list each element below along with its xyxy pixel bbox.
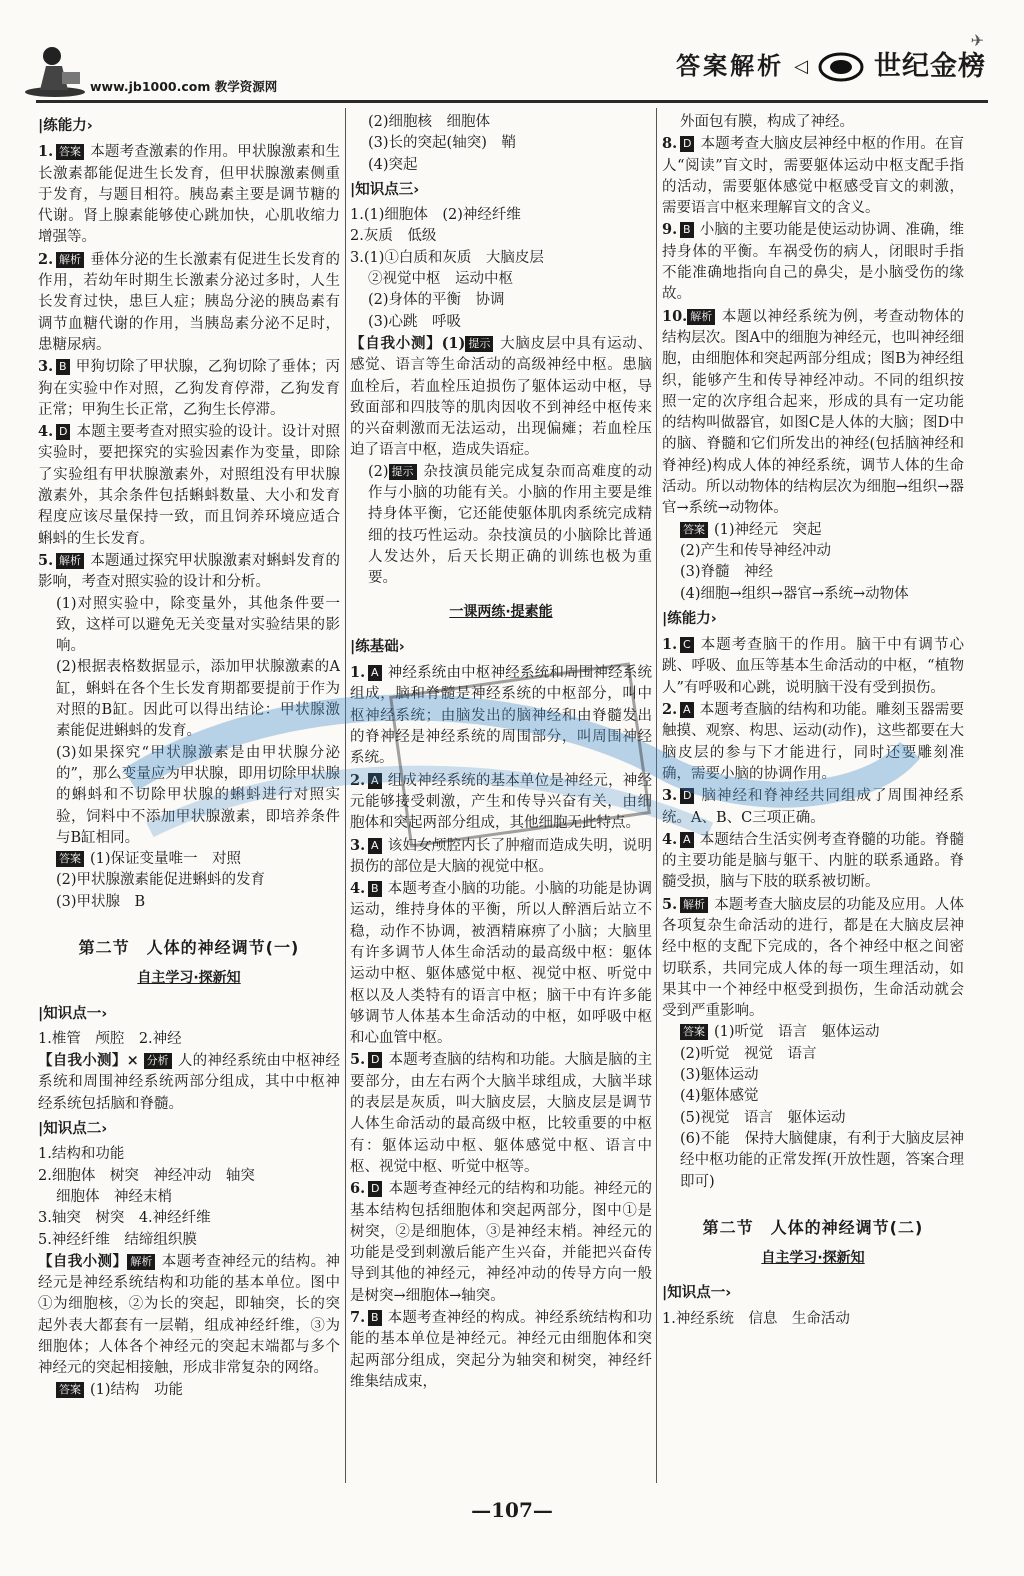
answer-line: 1.(1)细胞体 (2)神经纤维 (350, 207, 521, 224)
answer-line: 答案 (1)保证变量唯一 对照 (38, 849, 340, 870)
answer-line: (2)甲状腺激素能促进蝌蚪的发育 (56, 872, 266, 889)
answer-line: (3)脊髓 神经 (680, 564, 774, 581)
answer-detail: (2)根据表格数据显示，添加甲状腺激素的A缸，蝌蚪在各个生长发育期都要提前于作为对照的B缸。因此可以得出结论：甲状腺激素能促进蝌蚪的发育。 (56, 659, 340, 740)
answer-item: 3. A 该妇女颅腔内长了肿瘤而造成失明，说明损伤的部位是大脑的视觉中枢。 (350, 836, 652, 875)
knowledge-point-heading: |知识点三› (350, 181, 420, 198)
answer-line: 3.(1)①白质和灰质 大脑皮层 (350, 249, 544, 266)
knowledge-point-heading: |知识点二› (38, 1121, 108, 1138)
answer-line: (3)长的突起(轴突) 鞘 (368, 135, 516, 152)
column-right (662, 112, 964, 1330)
answer-line: 外面包有膜，构成了神经。 (680, 114, 854, 130)
bird-icon: ✈ (970, 31, 984, 50)
answer-line: (4)躯体感觉 (680, 1088, 759, 1105)
header-arrow-icon: ◁ (794, 56, 808, 78)
answer-item: 1. 答案 本题考查激素的作用。甲状腺激素和生长激素都能促进生长发育，但甲状腺激素侧重于发育，与题目相符。胰岛素主要是调节糖的代谢。肾上腺素能够使心跳加快，心肌收缩力增强等。 (38, 143, 340, 246)
answer-line: 答案 (1)听觉 语言 躯体运动 (662, 1022, 964, 1043)
answer-line: (2)细胞核 细胞体 (368, 114, 491, 130)
answer-line: (5)视觉 语言 躯体运动 (680, 1109, 846, 1126)
answer-line: 5.神经纤维 结缔组织膜 (38, 1231, 197, 1248)
mascot-logo-icon (22, 42, 88, 98)
answer-item: 6. D 本题考查神经元的结构和功能。神经元的基本结构包括细胞体和突起两部分，图中①是树突，②是细胞体，③是神经末梢。神经元的功能是受到刺激后能产生兴奋，并能把兴奋传导到其他的神经元，神经冲动的传导方向一般是树突→细胞体→轴突。 (350, 1180, 652, 1304)
page-header (0, 0, 1024, 104)
answer-item: 1. C 本题考查脑干的作用。脑干中有调节心跳、呼吸、血压等基本生命活动的中枢，“植物人”有呼吸和心跳，说明脑干没有受到损伤。 (662, 636, 964, 696)
answer-line: (4)细胞→组织→器官→系统→动物体 (680, 585, 909, 602)
answer-item: 3. B 甲狗切除了甲状腺，乙狗切除了垂体；丙狗在实验中作对照，乙狗发育停滞，乙狗发育正常；甲狗生长正常，乙狗生长停滞。 (38, 358, 340, 418)
answer-line: (3)心跳 呼吸 (368, 313, 462, 330)
answer-item: 4. A 本题结合生活实例考查脊髓的功能。脊髓的主要功能是脑与躯干、内脏的联系通路。脊髓受损，脑与下肢的联系被切断。 (662, 830, 964, 891)
section-title: 第二节 人体的神经调节(二) (702, 1217, 924, 1237)
section-banner: 自主学习·探新知 (137, 970, 241, 987)
answer-line: (2)听觉 视觉 语言 (680, 1045, 817, 1062)
answer-detail: (3)如果探究“甲状腺激素是由甲状腺分泌的”，那么变量应为甲状腺，即用切除甲状腺的蝌蚪和不切除甲状腺的蝌蚪进行对照实验，饲料中不添加甲状腺激素，即培养条件与B缸相同。 (56, 744, 340, 846)
answer-item: 2. A 本题考查脑的结构和功能。雕刻玉器需要触摸、观察、构思、运动(动作)，这些都要在大脑皮层的参与下才能进行，同时还要雕刻准确，需要小脑的协调作用。 (662, 701, 964, 782)
section-banner: 一课两练·提素能 (449, 603, 553, 620)
brand-emblem-icon (818, 52, 864, 82)
answer-item: 1. A 神经系统由中枢神经系统和周围神经系统组成，脑和脊髓是神经系统的中枢部分，叫中枢神经系统；由脑发出的脑神经和由脊髓发出的脊神经是神经系统的周围部分，叫周围神经系统。 (350, 664, 652, 767)
section-banner: 自主学习·探新知 (761, 1250, 865, 1267)
answer-line: 1.椎管 颅腔 2.神经 (38, 1030, 182, 1047)
answer-line: (3)甲状腺 B (56, 893, 146, 910)
self-test: 【自我小测】(1) 提示 大脑皮层中具有运动、感觉、语言等生命活动的高级神经中枢。患脑血栓后，若血栓压迫损伤了躯体运动中枢，导致面部和四肢等的肌肉因收不到神经中枢传来的兴奋刺激而无法运动，出现偏瘫；若血栓压迫了语言中枢，造成失语症。 (350, 334, 653, 459)
section-heading: |练能力› (38, 118, 93, 134)
answer-item: 9. B 小脑的主要功能是使运动协调、准确，维持身体的平衡。车祸受伤的病人，闭眼时手指不能准确地指向自己的鼻尖，是小脑受伤的缘故。 (662, 221, 964, 303)
answer-item: 4. B 本题考查小脑的功能。小脑的功能是协调运动，维持身体的平衡，所以人醉酒后站立不稳，动作不协调，被酒精麻痹了小脑；大脑里有许多调节人体生命活动的最高级中枢：躯体运动中枢、躯体感觉中枢、视觉中枢、听觉中枢以及人类特有的语言中枢；脑干中有许多能够调节人体基本生命活动的中枢，如呼吸中枢和心血管中枢。 (350, 880, 652, 1047)
self-test: 【自我小测】 解析 本题考查神经元的结构。神经元是神经系统结构和功能的基本单位。图中①为细胞核，②为长的突起，即轴突，长的突起外表大都套有一层鞘，组成神经纤维，③为细胞体；人体各个神经元的突起末端都与多个神经元的突起相接触，形成非常复杂的网络。 (38, 1252, 341, 1377)
answer-line: (6)不能 保持大脑健康，有利于大脑皮层神经中枢功能的正常发挥(开放性题，答案合理即可) (680, 1130, 964, 1190)
header-rule (36, 100, 988, 103)
answer-line: 2.灰质 低级 (350, 228, 437, 245)
self-test: 【自我小测】× 分析 人的神经系统由中枢神经系统和周围神经系统两部分组成，其中中枢神经系统包括脑和脊髓。 (38, 1052, 341, 1112)
answer-line: ②视觉中枢 运动中枢 (368, 271, 513, 288)
answer-line: (3)躯体运动 (680, 1067, 759, 1084)
answer-line: 3.轴突 树突 4.神经纤维 (38, 1210, 211, 1227)
answer-item: 5. 解析 本题考查大脑皮层的功能及应用。人体各项复杂生命活动的进行，都是在大脑皮层神经中枢的支配下完成的，各个神经中枢之间密切联系，共同完成人体的每一项生理活动，如果其中一个神经中枢受到损伤，生命活动就会受到严重影响。 (662, 895, 964, 1020)
column-middle (350, 112, 652, 1393)
column-divider (345, 108, 346, 1483)
self-test: (2) 提示 杂技演员能完成复杂而高难度的动作与小脑的功能有关。小脑的作用主要是维持身体平衡，它还能使躯体肌肉系统完成精细的技巧性运动。杂技演员的小脑除比普通人发达外，后天长期正确的训练也极为重要。 (368, 463, 652, 587)
answer-line: 1.结构和功能 (38, 1146, 125, 1163)
section-heading: |练能力› (662, 610, 717, 627)
answer-item: 8. D 本题考查大脑皮层神经中枢的作用。在盲人“阅读”盲文时，需要躯体运动中枢支配手指的活动，需要躯体感觉中枢感受盲文的刺激，需要语言中枢来理解盲文的含义。 (662, 135, 964, 217)
answer-item: 10. 解析 本题以神经系统为例，考查动物体的结构层次。图A中的细胞为神经元，也叫神经细胞，由细胞体和突起两部分组成；图B为神经组织，能够产生和传导神经冲动。不同的组织按照一定的次序组合起来，形成的具有一定功能的结构叫做器官，如图C是人体的大脑；图D中的脑、脊髓和它们所发出的神经(包括脑神经和脊神经)构成人体的神经系统，调节人体的生命活动。所以动物体的结构层次为细胞→组织→器官→系统→动物体。 (662, 307, 964, 517)
answer-item: 7. B 本题考查神经的构成。神经系统结构和功能的基本单位是神经元。神经元由细胞体和突起两部分组成，突起分为轴突和树突，神经纤维集结成束， (350, 1309, 652, 1390)
answer-item: 4. D 本题主要考查对照实验的设计。设计对照实验时，要把探究的实验因素作为变量，即除了实验组有甲状腺激素外，对照组没有甲状腺激素外，其余条件包括蝌蚪数量、大小和发育程度应该尽量保持一致，而且饲养环境应适合蝌蚪的生长发育。 (38, 423, 340, 547)
column-left (38, 112, 340, 1401)
section-title: 第二节 人体的神经调节(一) (78, 937, 300, 957)
site-url: www.jb1000.com 教学资源网 (90, 79, 278, 94)
section-heading: |练基础› (350, 638, 405, 655)
answer-line: (2)身体的平衡 协调 (368, 292, 505, 309)
header-title: 答案解析 (676, 52, 785, 81)
answer-line: 2.细胞体 树突 神经冲动 轴突 (38, 1167, 255, 1184)
knowledge-point-heading: |知识点一› (662, 1285, 732, 1302)
knowledge-point-heading: |知识点一› (38, 1005, 108, 1022)
answer-line: 答案 (1)神经元 突起 (662, 520, 964, 541)
answer-detail: (1)对照实验中，除变量外，其他条件要一致，这样可以避免无关变量对实验结果的影响。 (56, 595, 340, 655)
answer-line: (4)突起 (368, 156, 418, 173)
answer-line: (2)产生和传导神经冲动 (680, 542, 832, 559)
answer-item: 5. 解析 本题通过探究甲状腺激素对蝌蚪发育的影响，考查对照实验的设计和分析。 (38, 551, 340, 591)
column-divider (656, 108, 657, 1483)
answer-item: 3. D 脑神经和脊神经共同组成了周围神经系统。A、B、C三项正确。 (662, 787, 964, 826)
answer-line: 答案 (1)结构 功能 (38, 1380, 340, 1401)
answer-item: 5. D 本题考查脑的结构和功能。大脑是脑的主要部分，由左右两个大脑半球组成，大脑半球的表层是灰质，叫大脑皮层，大脑皮层是调节人体生命活动的最高级中枢，比较重要的中枢有：躯体运动中枢、躯体感觉中枢、语言中枢、视觉中枢、听觉中枢等。 (350, 1051, 652, 1175)
answer-line: 细胞体 神经末梢 (56, 1188, 172, 1205)
header-brand-area (676, 52, 986, 82)
header-brand: 世纪金榜 (874, 51, 986, 83)
page-number: —107— (471, 1498, 553, 1522)
answer-item: 2. A 组成神经系统的基本单位是神经元，神经元能够接受刺激，产生和传导兴奋有关，由细胞体和突起两部分组成，其他细胞无此特点。 (350, 771, 652, 832)
answer-line: 1.神经系统 信息 生命活动 (662, 1310, 850, 1327)
answer-item: 2. 解析 垂体分泌的生长激素有促进生长发育的作用，若幼年时期生长激素分泌过多时，人生长发育过快，患巨人症；胰岛分泌的胰岛素有调节血糖代谢的作用，当胰岛素分泌不足时，患糖尿病。 (38, 250, 340, 353)
